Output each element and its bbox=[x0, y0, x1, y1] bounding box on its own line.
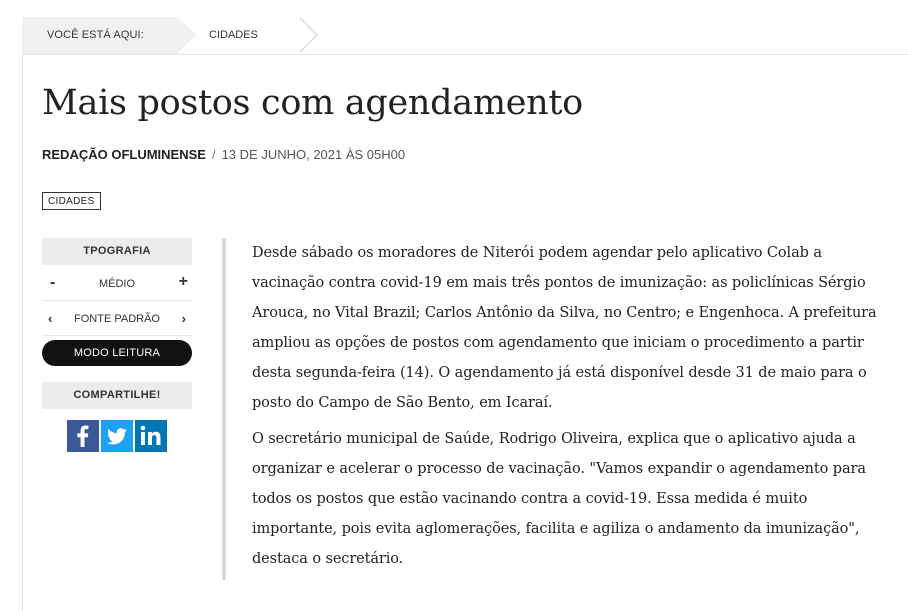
font-family-control bbox=[42, 301, 192, 336]
article-paragraph: O secretário municipal de Saúde, Rodrigo Oliveira, explica que o aplicativo ajuda a organizar e acelerar o processo de vacinação. "Vamos expandir o agendamento para todos os postos que estão vacinando contra a covid-19. Essa medida é muito importante, pois evita aglomerações, facilita e agiliza o andamento da imunização", destaca o secretário. bbox=[252, 431, 866, 567]
facebook-icon[interactable] bbox=[67, 420, 99, 452]
article-title: Mais postos com agendamento bbox=[42, 83, 583, 123]
twitter-icon[interactable] bbox=[101, 420, 133, 452]
meta-separator: / bbox=[211, 147, 216, 162]
breadcrumb-here-label: VOCÊ ESTÁ AQUI: bbox=[22, 17, 178, 54]
font-size-control bbox=[42, 265, 192, 301]
font-family-label: FONTE PADRÃO bbox=[74, 313, 160, 325]
category-tag[interactable]: CIDADES bbox=[42, 192, 101, 210]
breadcrumb-arrow bbox=[178, 17, 196, 53]
font-size-label: MÉDIO bbox=[98, 278, 136, 290]
article-body bbox=[222, 238, 882, 580]
breadcrumb-arrow-end-fill bbox=[299, 18, 316, 52]
decrease-size-button[interactable]: - bbox=[50, 274, 56, 291]
increase-size-button[interactable]: + bbox=[178, 273, 188, 290]
share-heading: COMPARTILHE! bbox=[42, 382, 192, 409]
chevron-right-icon[interactable]: › bbox=[181, 311, 186, 326]
article-meta bbox=[42, 147, 405, 162]
breadcrumb-section-link[interactable]: CIDADES bbox=[209, 29, 258, 41]
article-date: 13 DE JUNHO, 2021 ÀS 05H00 bbox=[221, 147, 406, 162]
breadcrumb bbox=[22, 17, 908, 55]
linkedin-icon[interactable] bbox=[135, 420, 167, 452]
chevron-left-icon[interactable]: ‹ bbox=[48, 311, 53, 326]
social-share-buttons bbox=[42, 420, 192, 452]
article-paragraph: Desde sábado os moradores de Niterói podem agendar pelo aplicativo Colab a vacinação contra covid-19 em mais três pontos de imunização: as policlínicas Sérgio Arouca, no Vital Brazil; Carlos Antônio da Silva, no Centro; e Engenhoca. A prefeitura ampliou as opções de postos com agendamento que iniciam o procedimento a partir desta segunda-feira (14). O agendamento já está disponível desde 31 de maio para o posto do Campo de São Bento, em Icaraí. bbox=[252, 245, 877, 411]
article-author-link[interactable]: REDAÇÃO OFLUMINENSE bbox=[42, 147, 206, 162]
typography-heading: TPOGRAFIA bbox=[42, 238, 192, 265]
reading-mode-button[interactable]: MODO LEITURA bbox=[42, 340, 192, 366]
article-sidebar bbox=[42, 238, 192, 452]
